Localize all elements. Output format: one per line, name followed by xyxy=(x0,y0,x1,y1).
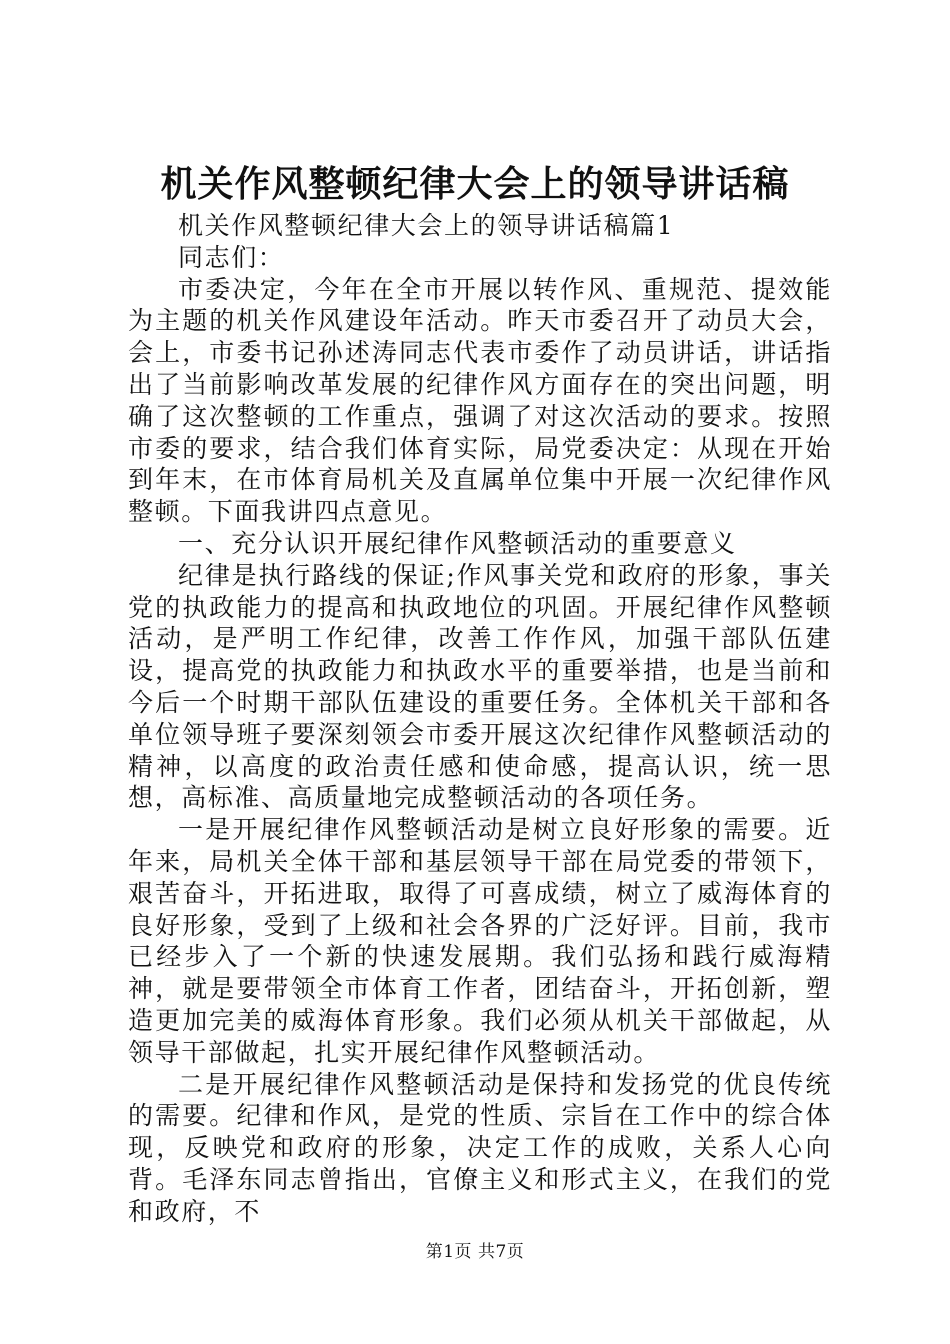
body-paragraph: 一是开展纪律作风整顿活动是树立良好形象的需要。近年来，局机关全体干部和基层领导干部在局党委的带领下，艰苦奋斗，开拓进取，取得了可喜成绩，树立了威海体育的良好形象，受到了上级和社会各界的广泛好评。目前，我市已经步入了一个新的快速发展期。我们弘扬和践行威海精神，就是要带领全市体育工作者，团结奋斗，开拓创新，塑造更加完美的威海体育形象。我们必须从机关干部做起，从领导干部做起，扎实开展纪律作风整顿活动。 xyxy=(128,815,832,1067)
salutation-paragraph: 同志们： xyxy=(178,242,285,272)
document-body xyxy=(128,210,832,1228)
body-paragraph: 市委决定，今年在全市开展以转作风、重规范、提效能为主题的机关作风建设年活动。昨天市委召开了动员大会，会上，市委书记孙述涛同志代表市委作了动员讲话，讲话指出了当前影响改革发展的纪律作风方面存在的突出问题，明确了这次整顿的工作重点，强调了对这次活动的要求。按照市委的要求，结合我们体育实际，局党委决定：从现在开始到年末，在市体育局机关及直属单位集中开展一次纪律作风整顿。下面我讲四点意见。 xyxy=(128,274,832,527)
section-heading: 一、充分认识开展纪律作风整顿活动的重要意义 xyxy=(178,528,737,558)
body-paragraph: 二是开展纪律作风整顿活动是保持和发扬党的优良传统的需要。纪律和作风，是党的性质、宗旨在工作中的综合体现，反映党和政府的形象，决定工作的成败，关系人心向背。毛泽东同志曾指出，官僚主义和形式主义，在我们的党和政府，不 xyxy=(128,1069,832,1226)
subtitle-paragraph: 机关作风整顿纪律大会上的领导讲话稿篇1 xyxy=(178,211,675,240)
page-number-footer: 第1页 共7页 xyxy=(425,1242,525,1262)
body-paragraph: 纪律是执行路线的保证;作风事关党和政府的形象，事关党的执政能力的提高和执政地位的巩固。开展纪律作风整顿活动，是严明工作纪律，改善工作作风，加强干部队伍建设，提高党的执政能力和执政水平的重要举措，也是当前和今后一个时期干部队伍建设的重要任务。全体机关干部和各单位领导班子要深刻领会市委开展这次纪律作风整顿活动的精神，以高度的政治责任感和使命感，提高认识，统一思想，高标准、高质量地完成整顿活动的各项任务。 xyxy=(128,560,832,813)
document-title: 机关作风整顿纪律大会上的领导讲话稿 xyxy=(160,163,790,205)
